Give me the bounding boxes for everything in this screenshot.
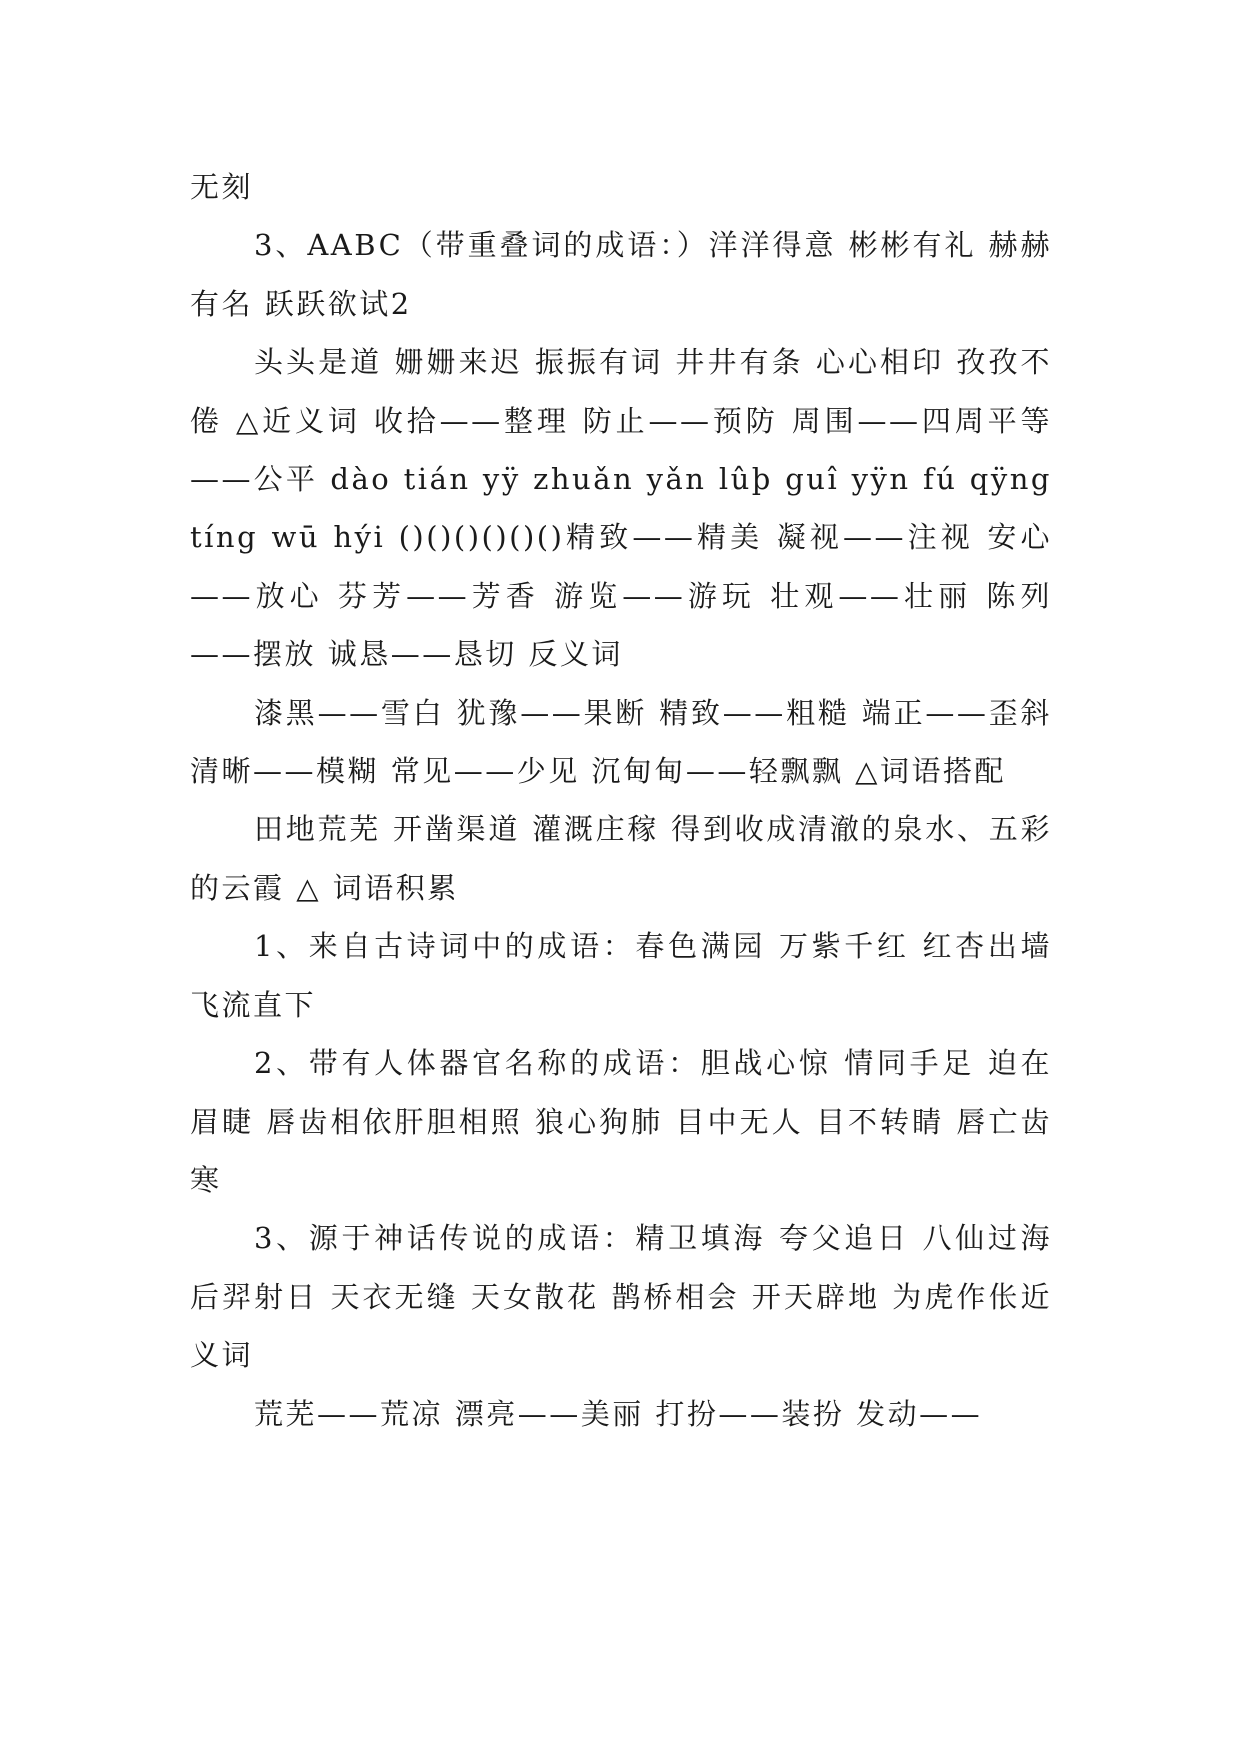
- paragraph-myth-idioms: 3、源于神话传说的成语：精卫填海 夸父追日 八仙过海 后羿射日 天衣无缝 天女散花 鹊桥相会 开天辟地 为虎作伥近义词: [190, 1221, 1052, 1373]
- document-body: [190, 158, 1052, 1443]
- paragraph-antonyms: 漆黑——雪白 犹豫——果断 精致——粗糙 端正——歪斜 清晰——模糊 常见——少见 沉甸甸——轻飘飘 △词语搭配: [190, 695, 1052, 789]
- paragraph-synonyms: 头头是道 姗姗来迟 振振有词 井井有条 心心相印 孜孜不倦 △近义词 收拾——整理 防止——预防 周围——四周平等——公平 dào tián yÿ zhuǎn yǎn lûþ guî yÿn fú qÿng tíng wū hýi ()()()()()()精致——精美 凝视——注视 安心——放心 芬芳——芳香 游览——游玩 壮观——壮丽 陈列——摆放 诚恳——恳切 反义词: [190, 345, 1052, 672]
- paragraph-body-part-idioms: 2、带有人体器官名称的成语：胆战心惊 情同手足 迫在眉睫 唇齿相依肝胆相照 狼心狗肺 目中无人 目不转睛 唇亡齿寒: [190, 1046, 1052, 1197]
- paragraph-word-collocation: 田地荒芜 开凿渠道 灌溉庄稼 得到收成清澈的泉水、五彩的云霞 △ 词语积累: [190, 812, 1052, 905]
- paragraph-aabc-idioms: 3、AABC（带重叠词的成语：）洋洋得意 彬彬有礼 赫赫有名 跃跃欲试2: [190, 228, 1052, 321]
- paragraph-poetry-idioms: 1、来自古诗词中的成语：春色满园 万紫千红 红杏出墙 飞流直下: [190, 929, 1052, 1022]
- paragraph-continuation: 无刻: [190, 170, 254, 204]
- paragraph-synonyms-2: 荒芜——荒凉 漂亮——美丽 打扮——装扮 发动——: [254, 1396, 983, 1431]
